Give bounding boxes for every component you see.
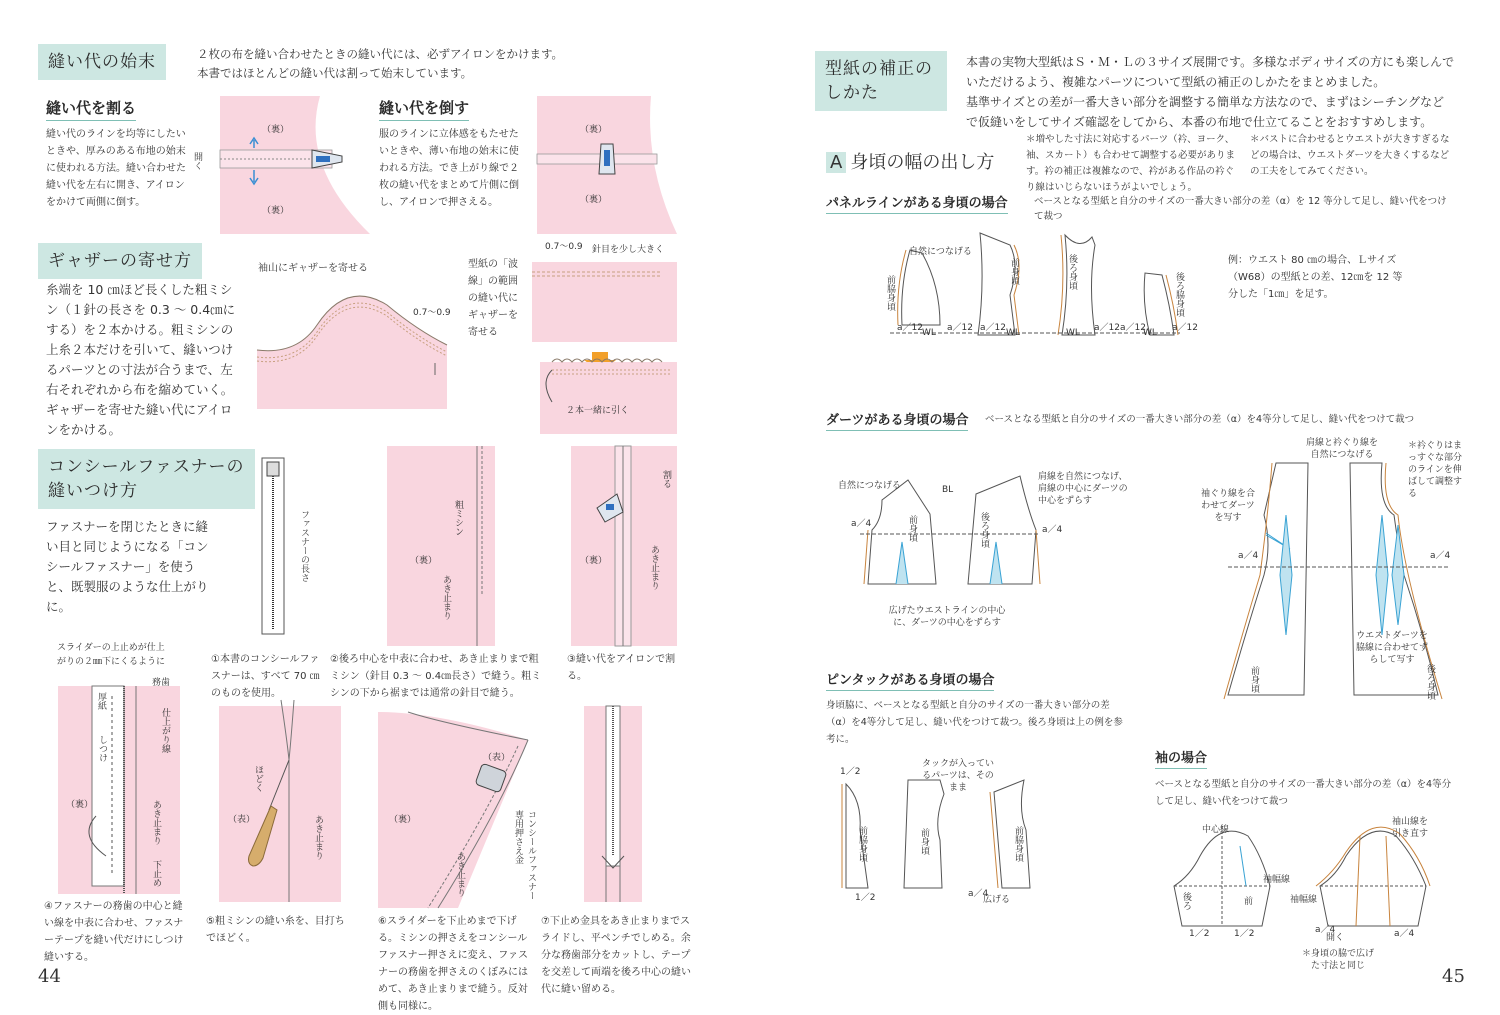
sodehaba-label-1: 袖幅線 (1263, 875, 1291, 885)
ura-label-4: （裏） (580, 195, 608, 205)
step7-caption: ⑦下止め金具をあき止まりまでスライドし、平ペンチでしめる。余分な務歯部分をカットし、テープを交差して両端を後ろ中心の縫い代に縫い留める。 (541, 916, 691, 995)
kata-eri-note: 肩線と衿ぐり線を自然につなげる (1305, 438, 1378, 460)
a12-label-5: a／12 (1120, 323, 1146, 333)
shiagari-label: 仕上がり線 (160, 708, 170, 753)
step7-zipper (584, 706, 642, 902)
stitch-note: 針目を少し大きく (592, 245, 665, 255)
subtitle-panel-line: パネルラインがある身頃の場合 (826, 192, 1008, 214)
zipper-title-line1: コンシールファスナーの (48, 457, 245, 477)
a4-label-1: a／4 (851, 519, 872, 529)
subtitle-pintuck: ピンタックがある身頃の場合 (826, 669, 994, 691)
step6-caption: ⑥スライダーを下止めまで下げる。ミシンの押さえをコンシールファスナー押さえに変え、ファスナーの務歯を押さえのくぼみにはめて、あき止まりまで縫う。反対側も同様に。 (378, 916, 528, 1012)
a4-label-7: a／4 (1394, 929, 1415, 939)
seam-intro-1: ２枚の布を縫い合わせたときの縫い代には、必ずアイロンをかけます。 (197, 47, 564, 61)
step3-caption: ③縫い代をアイロンで割る。 (567, 654, 676, 682)
pattern-title-line2: しかた (825, 83, 879, 103)
ushiro-short-label: 後ろ (1181, 892, 1191, 910)
bl-label: BL (942, 485, 954, 495)
mae-label-3: 前身頃 (1249, 666, 1259, 693)
pintuck-text: 身頃脇に、ベースとなる型紙と自分のサイズの一番大きい部分の差（α）を4等分して足し、縫い代をつけて裁つ。後ろ身頃は上の例を参考に。 (826, 700, 1123, 745)
shitadome-label: 下止め (151, 860, 161, 887)
page-number-left: 44 (38, 966, 61, 987)
sodehaba-label-2: 袖幅線 (1290, 895, 1318, 905)
subtitle-fold-seam: 縫い代を倒す (379, 97, 469, 121)
sleeve-pattern-illustration (1170, 826, 1430, 936)
a12-label-2: a／12 (947, 323, 973, 333)
section-a-title (826, 148, 994, 174)
step4-ura: （裏） (66, 800, 94, 810)
ara-mishin-label: 粗ミシン (453, 500, 463, 536)
akidomari-label-5: あき止まり (455, 852, 465, 897)
wl-label-4: WL (1143, 328, 1157, 338)
mae-label-1: 前身頃 (1009, 258, 1019, 285)
a4-label-6: a／4 (1315, 925, 1336, 935)
mae-waki-label: 前脇身頃 (885, 275, 895, 311)
presser-label: コンシールファスナー専用押さえ金 (513, 810, 536, 900)
intro-line-2: いただけるよう、複雑なパーツについて型紙の補正のしかたをまとめました。 (966, 75, 1386, 89)
fold-seam-text: 服のラインに立体感をもたせたいときや、薄い布地の始末に使われる方法。でき上がり線で２枚の縫い代をまとめて片側に倒し、アイロンで押さえる。 (379, 129, 519, 208)
half-label-2: 1／2 (855, 893, 876, 903)
ura-label-1: （裏） (262, 125, 290, 135)
tuck-note: タックが入っているパーツは、そのまま (921, 759, 994, 793)
shitsuke-label: しつけ (97, 735, 107, 762)
atsugami-label: 厚紙 (96, 692, 106, 710)
akidomari-label-4: あき止まり (313, 815, 323, 860)
section-title-seam-finish: 縫い代の始末 (38, 44, 166, 80)
hodoku-label: ほどく (253, 765, 263, 792)
hirogeru-label: 広げる (983, 895, 1011, 905)
sleeve-note: ＊身頃の脇で広げた寸法と同じ (1301, 949, 1374, 971)
step5-awl (219, 700, 341, 902)
step6-ura: （裏） (389, 815, 417, 825)
gather-dim-1: 0.7～0.9 (413, 308, 451, 318)
pull-note: ２本一緒に引く (566, 406, 630, 416)
intro-line-3: 基準サイズとの差が一番大きい部分を調整する簡単な方法なので、まずはシーチングなど (966, 95, 1444, 109)
sleeve-gather-label: 袖山にギャザーを寄せる (258, 263, 368, 274)
ura-label-2: （裏） (262, 206, 290, 216)
shizen-label-1: 自然につなげる (909, 247, 972, 257)
pattern-title-line1: 型紙の補正の (825, 59, 933, 79)
section-a-letter: A (826, 152, 846, 173)
fold-seam-illustration (537, 96, 677, 234)
step5-omote: （表） (228, 815, 256, 825)
chushin-label: 中心線 (1202, 825, 1230, 835)
gather-dim-2: 0.7～0.9 (545, 242, 583, 252)
wl-label-1: WL (922, 328, 936, 338)
mae-short-label: 前 (1244, 897, 1254, 907)
ushiro-label-2: 後ろ身頃 (979, 512, 989, 548)
fastener-length-label: ファスナーの長さ (299, 510, 309, 582)
sleeve-cap-illustration (257, 275, 447, 409)
step2-ura: （裏） (410, 556, 438, 566)
eri-note: ＊衿ぐりはまっすぐな部分のラインを伸ばして調整する (1408, 441, 1463, 499)
seam-intro-2: 本書ではほとんどの縫い代は割って始末しています。 (197, 66, 473, 80)
half-label-4: 1／2 (1234, 929, 1255, 939)
intro-line-1: 本書の実物大型紙はＳ・Ｍ・Ｌの３サイズ展開です。多様なボディサイズの方にも楽しんで (966, 55, 1455, 69)
waist-note: 広げたウエストラインの中心に、ダーツの中心をずらす (888, 606, 1006, 628)
step6-omote: （表） (483, 753, 511, 763)
a4-label-4: a／4 (1430, 551, 1451, 561)
mae-label-2: 前身頃 (907, 515, 917, 542)
zipper-text: ファスナーを閉じたときに縫い目と同じようになる「コンシールファスナー」を使うと、既製服のような仕上がりに。 (46, 519, 209, 614)
akidomari-label-2: あき止まり (649, 545, 659, 590)
half-label-3: 1／2 (1189, 929, 1210, 939)
a12-label-6: a／12 (1172, 323, 1198, 333)
panel-text: ベースとなる型紙と自分のサイズの一番大きい部分の差（α）を 12 等分して足し、縫い代をつけて裁つ (1034, 196, 1447, 222)
akidomari-label-1: あき止まり (441, 575, 451, 620)
step3-ura: （裏） (580, 556, 608, 566)
mae-waki-label-3: 前脇身頃 (1013, 826, 1023, 862)
half-label-1: 1／2 (840, 767, 861, 777)
a4-label-5: a／4 (968, 889, 989, 899)
a4-label-3: a／4 (1238, 551, 1259, 561)
subtitle-sleeve: 袖の場合 (1155, 747, 1207, 769)
hiraku-label-2: 開く (1326, 933, 1345, 943)
note-a2: ＊バストに合わせるとウエストが大きすぎるなどの場合は、ウエストダーツを大きくするなどの工夫をしてみてください。 (1250, 134, 1450, 177)
a12-label-1: a／12 (897, 323, 923, 333)
gathers-text: 糸端を 10 ㎝ほど長くした粗ミシン（１針の長さを 0.3 ～ 0.4㎝にする）を２本かける。粗ミシンの上糸２本だけを引いて、縫いつけるパーツとの寸法が合うまで、左右それぞれから布を縮めていく。ギャザーを寄せた縫い代にアイロンをかける。 (46, 282, 236, 437)
a12-label-4: a／12 (1094, 323, 1120, 333)
note-a1: ＊増やした寸法に対応するパーツ（衿、ヨーク、袖、スカート）も合わせて調整する必要があります。衿の補正は複雑なので、衿がある作品の衿ぐり線はいじらないほうがよいでしょう。 (1026, 134, 1236, 193)
ura-label-3: （裏） (580, 125, 608, 135)
a4-label-2: a／4 (1042, 525, 1063, 535)
subtitle-split-seam: 縫い代を割る (46, 97, 136, 121)
split-seam-text: 縫い代のラインを均等にしたいときや、厚みのある布地の始末に使われる方法。縫い合わせた縫い代を左右に開き、アイロンをかけて両側に倒す。 (46, 129, 186, 208)
hiraku-label: 開く (192, 152, 202, 170)
wl-label-2: WL (1006, 328, 1020, 338)
section-title-pattern (815, 51, 947, 111)
step1-caption: ①本書のコンシールファスナーは、すべて 70 ㎝のものを使用。 (211, 654, 320, 699)
pattern-intro (966, 52, 1454, 132)
ushiro-waki-label: 後ろ脇身頃 (1174, 272, 1184, 317)
sode-awase-note: 袖ぐり線を合わせてダーツを写す (1200, 489, 1255, 523)
mae-label-4: 前身頃 (919, 828, 929, 855)
dart-text: ベースとなる型紙と自分のサイズの一番大きい部分の差（α）を4等分して足し、縫い代をつけて裁つ (985, 414, 1415, 425)
intro-line-4: で仮縫いをしてサイズ確認をしてから、本番の布地で仕立てることをおすすめします。 (966, 115, 1433, 129)
kata-note: 肩線を自然につなげ、肩線の中心にダーツの中心をずらす (1038, 472, 1128, 506)
a12-label-3: a／12 (980, 323, 1006, 333)
section-a-text: 身頃の幅の出し方 (850, 152, 995, 173)
step4-caption: ④ファスナーの務歯の中心と縫い線を中表に合わせ、ファスナーテープを縫い代だけにしつけ縫いする。 (44, 901, 184, 963)
sleeve-text: ベースとなる型紙と自分のサイズの一番大きい部分の差（α）を4等分して足し、縫い代をつけて裁つ (1155, 779, 1452, 807)
sodeyama-note: 袖山線を引き直す (1392, 817, 1429, 839)
panel-example: 例：ウエスト 80 ㎝の場合、Ｌサイズ（W68）の型紙との差、12㎝を 12 等分した「1㎝」を足す。 (1228, 255, 1403, 300)
step5-caption: ⑤粗ミシンの縫い糸を、目打ちでほどく。 (206, 916, 345, 944)
akidomari-label-3: あき止まり (151, 800, 161, 845)
zipper-title-line2: 縫いつけ方 (48, 481, 138, 501)
page-number-right: 45 (1442, 966, 1465, 987)
mushiba-label: 務歯 (152, 678, 171, 688)
zipper-illustration (258, 458, 288, 638)
split-seam-illustration (220, 96, 370, 234)
wave-note: 型紙の「波線」の範囲の縫い代にギャザーを寄せる (468, 259, 518, 338)
ushiro-label-1: 後ろ身頃 (1067, 254, 1077, 290)
waist-dart-note: ウエストダーツを脇線に合わせてずらして写す (1356, 631, 1429, 665)
slider-note: スライダーの上止めが仕上がりの２㎜下にくるように (57, 643, 166, 667)
wl-label-3: WL (1066, 328, 1080, 338)
subtitle-dart: ダーツがある身頃の場合 (826, 409, 968, 431)
mae-waki-label-2: 前脇身頃 (857, 826, 867, 862)
step2-caption: ②後ろ中心を中表に合わせ、あき止まりまで粗ミシン（針目 0.3 ～ 0.4㎝長さ）で縫う。粗ミシンの下から裾までは通常の針目で縫う。 (330, 654, 542, 699)
section-title-gathers: ギャザーの寄せ方 (38, 243, 202, 279)
section-title-zipper (38, 449, 255, 509)
ushiro-label-3: 後ろ身頃 (1425, 664, 1435, 700)
waru-label: 割る (661, 470, 671, 488)
dart-shizen-label: 自然につなげる (838, 481, 901, 491)
